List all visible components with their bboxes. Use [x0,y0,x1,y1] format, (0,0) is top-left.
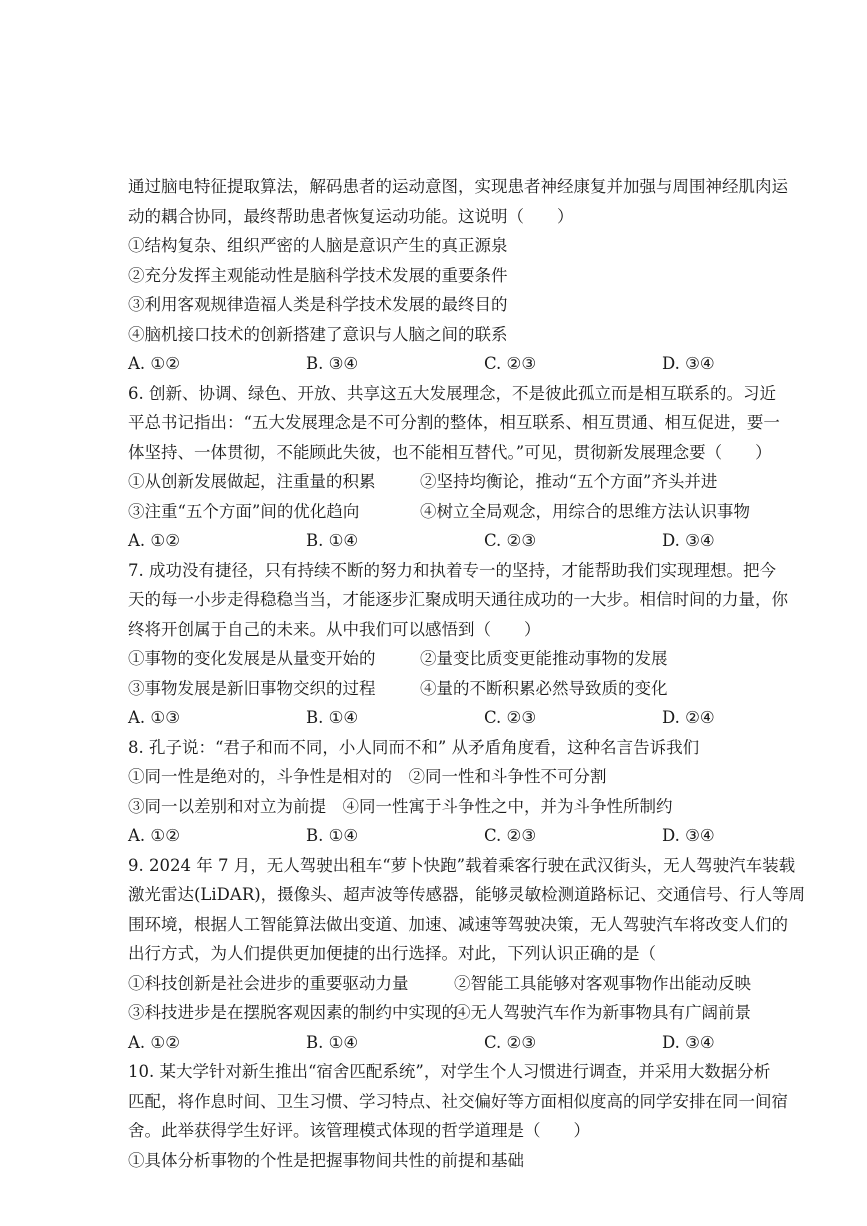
option-b[interactable]: B. ①④ [306,826,359,845]
option-a[interactable]: A. ①③ [128,708,180,727]
question-6 [128,379,780,556]
statement: ②量变比质变更能推动事物的发展 [420,649,668,668]
question-text-line: 通过脑电特征提取算法，解码患者的运动意图，实现患者神经康复并加强与周围神经肌肉运 [128,177,788,196]
statement-row [128,644,767,674]
option-c[interactable]: C. ②③ [484,1032,537,1052]
question-8 [128,733,767,851]
question-text-line: 围环境，根据人工智能算法做出变道、加速、减速等驾驶决策，无人驾驶汽车将改变人们的 [128,914,788,934]
statement: ①事物的变化发展是从量变开始的 [128,649,376,668]
statement: ①科技创新是社会进步的重要驱动力量 [128,973,409,993]
statement: ③科技进步是在摆脱客观因素的制约中实现的 [128,1003,458,1022]
option-a[interactable]: A. ①② [128,354,180,373]
question-text-line: 动的耦合协同，最终帮助患者恢复运动功能。这说明（ ） [128,206,574,226]
statement: ③事物发展是新旧事物交织的过程 [128,678,376,698]
answer-options [128,526,767,556]
question-5 [128,172,788,379]
option-c[interactable]: C. ②③ [484,531,537,550]
option-c[interactable]: C. ②③ [484,826,537,845]
option-d[interactable]: D. ③④ [662,531,715,550]
statement: ④无人驾驶汽车作为新事物具有广阔前景 [454,1003,751,1022]
question-text-line: 天的每一小步走得稳稳当当，才能逐步汇聚成明天通往成功的一大步。相信时间的力量，你 [128,590,788,609]
question-text-line: 体坚持、一体贯彻，不能顾此失彼，也不能相互替代。”可见，贯彻新发展理念要（ ） [128,442,772,462]
question-text-line: 终将开创属于自己的未来。从中我们可以感悟到（ ） [128,619,541,639]
statement: ②坚持均衡论，推动“五个方面”齐头并进 [420,472,718,491]
option-b[interactable]: B. ①④ [306,1032,359,1052]
question-text-line: 激光雷达(LiDAR)，摄像头、超声波等传感器，能够灵敏检测道路标记、交通信号、行人等周 [128,885,806,904]
option-c[interactable]: C. ②③ [484,354,537,373]
option-c[interactable]: C. ②③ [484,708,537,727]
question-text-line: 10. 某大学针对新生推出“宿舍匹配系统”，对学生个人习惯进行调查，并采用大数据分析 [128,1062,771,1081]
statement: ①同一性是绝对的，斗争性是相对的 ②同一性和斗争性不可分割 [128,767,607,786]
statement: ①结构复杂、组织严密的人脑是意识产生的真正源泉 [128,236,508,255]
question-text-line: 9. 2024 年 7 月，无人驾驶出租车“萝卜快跑”载着乘客行驶在武汉街头，无人驾驶汽车装载 [128,855,796,875]
answer-options [128,821,767,851]
statement-row [128,998,767,1028]
option-d[interactable]: D. ③④ [662,826,715,845]
statement-row [128,969,767,999]
option-a[interactable]: A. ①② [128,826,180,845]
option-d[interactable]: D. ③④ [662,1032,715,1052]
answer-options [128,703,767,733]
question-7 [128,556,788,733]
statement: ③注重“五个方面”间的优化趋向 [128,501,360,521]
statement-row [128,497,767,527]
question-text-line: 匹配，将作息时间、卫生习惯、学习特点、社交偏好等方面相似度高的同学安排在同一间宿 [128,1091,788,1111]
statement: ①从创新发展做起，注重量的积累 [128,472,376,491]
statement-row [128,467,767,497]
question-text-line: 7. 成功没有捷径，只有持续不断的努力和执着专一的坚持，才能帮助我们实现理想。把今 [128,560,776,580]
question-text-line: 6. 创新、协调、绿色、开放、共享这五大发展理念，不是彼此孤立而是相互联系的。习近 [128,383,776,403]
option-a[interactable]: A. ①② [128,1032,180,1052]
statement: ②充分发挥主观能动性是脑科学技术发展的重要条件 [128,265,508,285]
option-d[interactable]: D. ③④ [662,354,715,373]
statement: ④树立全局观念，用综合的思维方法认识事物 [420,501,750,521]
statement-row [128,674,767,704]
question-10 [128,1057,788,1175]
option-b[interactable]: B. ①④ [306,708,359,727]
question-text-line: 出行方式，为人们提供更加便捷的出行选择。对此，下列认识正确的是（ [128,944,656,963]
statement: ③同一以差别和对立为前提 ④同一性寓于斗争性之中，并为斗争性所制约 [128,796,673,816]
statement: ③利用客观规律造福人类是科学技术发展的最终目的 [128,295,508,314]
option-d[interactable]: D. ②④ [662,708,715,727]
statement: ④脑机接口技术的创新搭建了意识与人脑之间的联系 [128,324,508,344]
statement: ①具体分析事物的个性是把握事物间共性的前提和基础 [128,1150,524,1170]
question-text-line: 舍。此举获得学生好评。该管理模式体现的哲学道理是（ ） [128,1121,590,1140]
answer-options [128,1028,767,1058]
question-text-line: 8. 孔子说：“君子和而不同，小人同而不和” 从矛盾角度看，这种名言告诉我们 [128,737,700,757]
option-b[interactable]: B. ①④ [306,531,359,550]
question-9 [128,851,806,1058]
answer-options [128,349,767,379]
statement: ④量的不断积累必然导致质的变化 [420,678,668,698]
option-a[interactable]: A. ①② [128,531,180,550]
statement: ②智能工具能够对客观事物作出能动反映 [454,973,751,993]
option-b[interactable]: B. ③④ [306,354,359,373]
question-text-line: 平总书记指出：“五大发展理念是不可分割的整体，相互联系、相互贯通、相互促进，要一 [128,413,780,432]
